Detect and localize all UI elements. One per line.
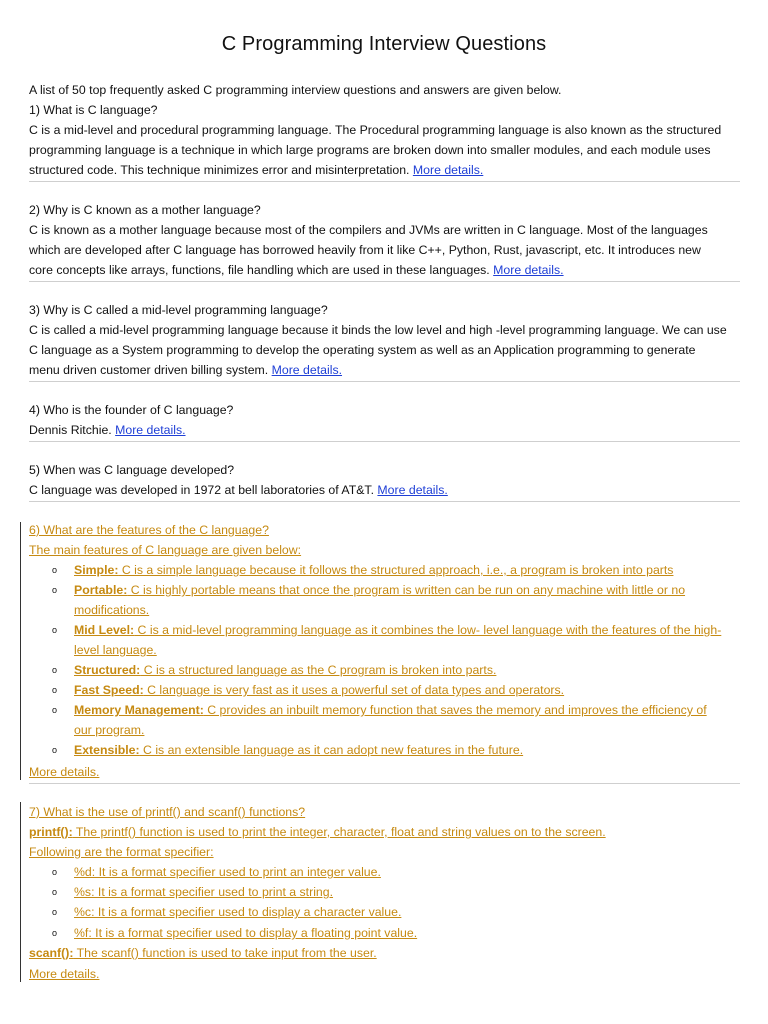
bullet-icon: o [52, 705, 58, 715]
feature-term: Portable: [74, 583, 128, 597]
bullet-icon: o [52, 625, 58, 635]
feature-item [74, 660, 496, 680]
format-item: %s: It is a format specifier used to print a string. [74, 885, 334, 899]
feature-text: C language is very fast as it uses a powerful set of data types and operators. [143, 683, 565, 697]
answer-3-text: menu driven customer driven billing system. [29, 363, 269, 377]
more-details-link[interactable]: More details. [29, 765, 100, 779]
scanf-text: The scanf() function is used to take input from the user. [73, 946, 377, 960]
feature-term: Simple: [74, 563, 119, 577]
answer-4-text: Dennis Ritchie. [29, 423, 112, 437]
feature-item [74, 740, 523, 760]
separator [29, 281, 740, 282]
question-3: 3) Why is C called a mid-level programming language? [29, 303, 328, 317]
separator [29, 381, 740, 382]
feature-item [74, 560, 673, 580]
feature-text: C is a mid-level programming language as it combines the low- level language with the features of the high- [134, 623, 722, 637]
question-6: 6) What are the features of the C language? [29, 523, 269, 537]
feature-item [74, 700, 707, 720]
answer-1-line: programming language is a technique in which large programs are broken down into smaller modules, and each module uses [29, 143, 711, 157]
bullet-icon: o [52, 928, 58, 938]
revision-bar [20, 802, 21, 982]
feature-term: Structured: [74, 663, 141, 677]
answer-1-line: C is a mid-level and procedural programming language. The Procedural programming language is also known as the structured [29, 123, 722, 137]
bullet-icon: o [52, 907, 58, 917]
scanf-line [29, 943, 377, 963]
bullet-icon: o [52, 665, 58, 675]
bullet-icon: o [52, 585, 58, 595]
feature-text: C provides an inbuilt memory function that saves the memory and improves the efficiency of [203, 703, 707, 717]
question-1: 1) What is C language? [29, 103, 158, 117]
answer-3-line: C language as a System programming to develop the operating system as well as an Application programming to generate [29, 343, 696, 357]
feature-text: C is a structured language as the C program is broken into parts. [140, 663, 497, 677]
feature-text: C is a simple language because it follows the structured approach, i.e., a program is broken into parts [118, 563, 674, 577]
feature-term: Memory Management: [74, 703, 204, 717]
more-details-link[interactable]: More details. [412, 163, 484, 177]
separator [29, 783, 740, 784]
more-details-link[interactable]: More details. [377, 483, 448, 497]
answer-2-text: core concepts like arrays, functions, file handling which are used in these languages. [29, 263, 490, 277]
separator [29, 181, 740, 182]
scanf-term: scanf(): [29, 946, 74, 960]
answer-2-line: C is known as a mother language because most of the compilers and JVMs are written in C language. Most of the languages [29, 223, 708, 237]
format-item: %c: It is a format specifier used to display a character value. [74, 905, 402, 919]
bullet-icon: o [52, 887, 58, 897]
question-4: 4) Who is the founder of C language? [29, 403, 234, 417]
answer-3-line: C is called a mid-level programming language because it binds the low level and high -level programming language. We can use [29, 323, 727, 337]
format-item: %f: It is a format specifier used to display a floating point value. [74, 926, 418, 940]
feature-term: Extensible: [74, 743, 140, 757]
bullet-icon: o [52, 685, 58, 695]
separator [29, 441, 740, 442]
printf-term: printf(): [29, 825, 73, 839]
answer-2-line: which are developed after C language has borrowed heavily from it like C++, Python, Rust, javascript, etc. It introduces new [29, 243, 701, 257]
answer-1-text: structured code. This technique minimizes error and misinterpretation. [29, 163, 410, 177]
bullet-icon: o [52, 565, 58, 575]
format-item: %d: It is a format specifier used to print an integer value. [74, 865, 381, 879]
separator [29, 501, 740, 502]
printf-line [29, 822, 606, 842]
feature-item [74, 680, 564, 700]
question-2: 2) Why is C known as a mother language? [29, 203, 261, 217]
feature-term: Fast Speed: [74, 683, 144, 697]
more-details-link[interactable]: More details. [493, 263, 564, 277]
feature-item-cont: modifications. [74, 603, 150, 617]
answer-5-text: C language was developed in 1972 at bell laboratories of AT&T. [29, 483, 374, 497]
bullet-icon: o [52, 745, 58, 755]
printf-text: The printf() function is used to print the integer, character, float and string values on to the screen. [72, 825, 606, 839]
answer-3-line [29, 360, 342, 380]
feature-item [74, 620, 721, 640]
feature-text: C is an extensible language as it can adopt new features in the future. [139, 743, 524, 757]
format-intro: Following are the format specifier: [29, 845, 214, 859]
feature-item [74, 580, 685, 600]
intro-text: A list of 50 top frequently asked C programming interview questions and answers are given below. [29, 83, 562, 97]
more-details-link[interactable]: More details. [115, 423, 186, 437]
question-5: 5) When was C language developed? [29, 463, 235, 477]
more-details-link[interactable]: More details. [29, 967, 100, 981]
page-title: C Programming Interview Questions [221, 33, 547, 55]
more-details-link[interactable]: More details. [271, 363, 343, 377]
bullet-icon: o [52, 867, 58, 877]
features-intro: The main features of C language are given below: [29, 543, 302, 557]
answer-4-line [29, 420, 186, 440]
answer-1-line [29, 160, 483, 180]
answer-2-line [29, 260, 564, 280]
answer-5-line [29, 480, 448, 500]
revision-bar [20, 522, 21, 780]
question-7: 7) What is the use of printf() and scanf() functions? [29, 805, 306, 819]
feature-item-cont: level language. [74, 643, 157, 657]
feature-term: Mid Level: [74, 623, 135, 637]
feature-item-cont: our program. [74, 723, 145, 737]
feature-text: C is highly portable means that once the program is written can be run on any machine with little or no [127, 583, 686, 597]
